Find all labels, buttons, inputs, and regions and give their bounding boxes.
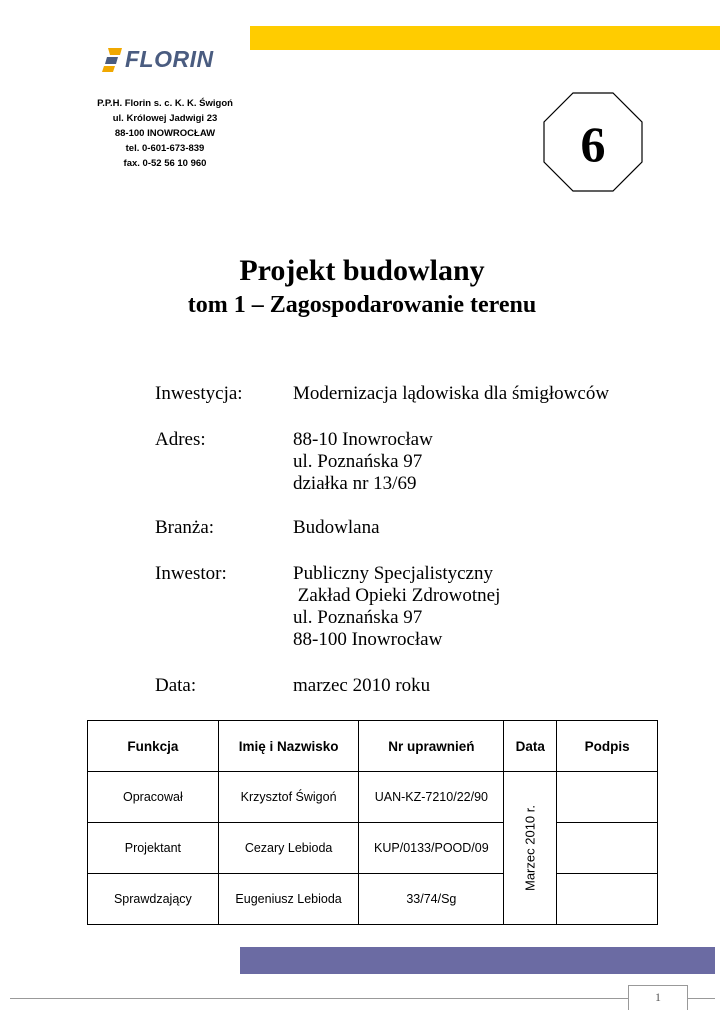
company-name: P.P.H. Florin s. c. K. K. Świgoń bbox=[97, 98, 233, 109]
table-row bbox=[88, 823, 658, 874]
branch-value: Budowlana bbox=[293, 517, 380, 538]
investor-line: 88-100 Inowrocław bbox=[293, 629, 443, 650]
investor-line: Zakład Opieki Zdrowotnej bbox=[293, 585, 501, 606]
function-cell: Sprawdzający bbox=[88, 874, 219, 925]
license-cell: 33/74/Sg bbox=[359, 874, 504, 925]
investment-value: Modernizacja lądowiska dla śmigłowców bbox=[293, 383, 610, 404]
branch-label: Branża: bbox=[155, 517, 215, 538]
address-line: 88-10 Inowrocław bbox=[293, 429, 433, 450]
date-rotated-text: Marzec 2010 r. bbox=[522, 805, 538, 891]
company-address bbox=[60, 96, 270, 171]
volume-number-badge bbox=[543, 92, 643, 192]
volume-number: 6 bbox=[580, 116, 606, 172]
name-cell: Eugeniusz Lebioda bbox=[218, 874, 359, 925]
name-cell: Cezary Lebioda bbox=[218, 823, 359, 874]
investment-label: Inwestycja: bbox=[155, 383, 243, 404]
header-yellow-bar bbox=[250, 26, 720, 50]
table-header-row bbox=[88, 721, 658, 772]
signature-table bbox=[87, 720, 658, 925]
signature-cell bbox=[557, 772, 658, 823]
date-label: Data: bbox=[155, 675, 197, 696]
document-subtitle: tom 1 – Zagospodarowanie terenu bbox=[187, 292, 537, 318]
page-number: 1 bbox=[628, 985, 688, 1010]
company-street: ul. Królowej Jadwigi 23 bbox=[112, 113, 218, 124]
function-cell: Opracował bbox=[88, 772, 219, 823]
address-line: działka nr 13/69 bbox=[293, 473, 417, 494]
investor-line: ul. Poznańska 97 bbox=[293, 607, 423, 628]
column-header: Podpis bbox=[557, 721, 658, 772]
column-header: Nr uprawnień bbox=[359, 721, 504, 772]
footer-divider bbox=[10, 998, 715, 999]
license-cell: KUP/0133/POOD/09 bbox=[359, 823, 504, 874]
date-value: marzec 2010 roku bbox=[293, 675, 431, 696]
function-cell: Projektant bbox=[88, 823, 219, 874]
logo-text: FLORIN bbox=[125, 46, 214, 72]
column-header: Data bbox=[504, 721, 557, 772]
company-fax: fax. 0-52 56 10 960 bbox=[123, 158, 207, 169]
signature-cell bbox=[557, 874, 658, 925]
footer-blue-bar bbox=[240, 947, 715, 974]
address-label: Adres: bbox=[155, 429, 206, 450]
company-phone: tel. 0-601-673-839 bbox=[125, 143, 205, 154]
company-city: 88-100 INOWROCŁAW bbox=[114, 128, 216, 139]
date-cell bbox=[504, 772, 557, 925]
signature-cell bbox=[557, 823, 658, 874]
investor-label: Inwestor: bbox=[155, 563, 227, 584]
investor-line: Publiczny Specjalistyczny bbox=[293, 563, 493, 584]
column-header: Funkcja bbox=[88, 721, 219, 772]
license-cell: UAN-KZ-7210/22/90 bbox=[359, 772, 504, 823]
company-logo bbox=[70, 30, 242, 94]
column-header: Imię i Nazwisko bbox=[218, 721, 359, 772]
florin-logo-mark-icon bbox=[102, 48, 122, 72]
table-row bbox=[88, 772, 658, 823]
document-title: Projekt budowlany bbox=[239, 254, 485, 287]
table-row bbox=[88, 874, 658, 925]
address-line: ul. Poznańska 97 bbox=[293, 451, 423, 472]
name-cell: Krzysztof Świgoń bbox=[218, 772, 359, 823]
